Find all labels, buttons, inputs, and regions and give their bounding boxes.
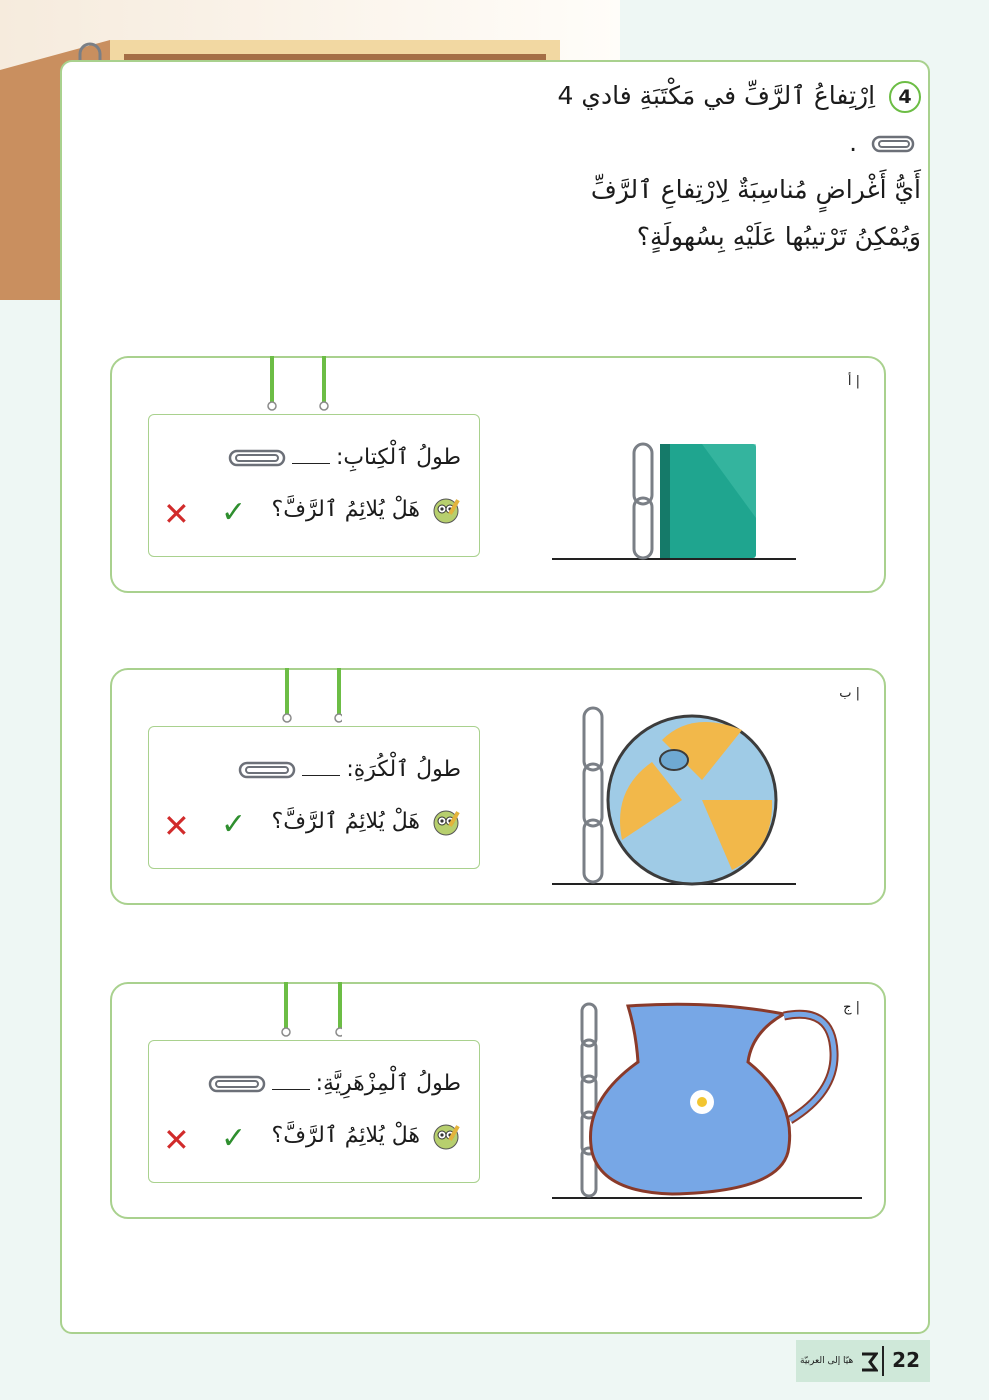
question-line-3: وَيُمْكِنُ تَرْتيبُها عَلَيْهِ بِسُهولَةٍ؟ [636,222,921,251]
book-measurement [552,378,872,578]
brand-text: هيّا إلى العربيّة [800,1356,854,1366]
item-tag: أ | [847,374,860,389]
length-blank[interactable] [272,1089,310,1090]
length-label: طولُ ٱلْمِزْهَرِيَّةِ: [315,1071,461,1096]
answer-panel [148,726,480,869]
fit-question-row [272,807,461,837]
hanger-strings [262,668,342,726]
page-footer [796,1340,930,1382]
item-card-b [110,668,886,905]
paperclip-icon [238,760,296,780]
ball-measurement [552,690,872,890]
question-text-1: اِرْتِفاعُ ٱلرَّفِّ في مَكْتَبَةِ فادي [581,81,876,110]
length-label: طولُ ٱلْكُرَةِ: [346,757,461,782]
length-row [228,445,461,470]
length-row [208,1071,461,1096]
footer-divider [882,1346,884,1376]
item-card-a [110,356,886,593]
question-block [501,72,921,260]
owl-pencil-icon [431,1121,461,1151]
clip-count: 4 [557,81,574,110]
answer-panel [148,1040,480,1183]
owl-pencil-icon [431,495,461,525]
page-number: 22 [892,1348,920,1372]
answer-panel [148,414,480,557]
question-period: . [849,128,858,157]
fit-question: هَلْ يُلائِمُ ٱلرَّفَّ؟ [271,497,420,522]
length-label: طولُ ٱلْكِتابِ: [335,445,461,470]
item-tag: ج | [843,1000,860,1015]
brand-logo [800,1350,878,1376]
cross-mark-option[interactable]: ✕ [163,495,190,533]
fit-question-row [272,495,461,525]
hanger-strings [262,982,342,1040]
length-row [238,757,461,782]
cross-mark-option[interactable]: ✕ [163,1121,190,1159]
fit-question-row [272,1121,461,1151]
question-number: 4 [889,81,921,113]
fit-question: هَلْ يُلائِمُ ٱلرَّفَّ؟ [271,1123,420,1148]
item-card-c [110,982,886,1219]
item-tag: ب | [839,686,860,701]
check-mark-option[interactable]: ✓ [221,807,247,842]
question-line-2: أَيُّ أَغْراضٍ مُناسِبَةٌ لِارْتِفاعِ ٱلرَّفِّ [590,175,921,204]
hanger-strings [262,356,342,414]
cross-mark-option[interactable]: ✕ [163,807,190,845]
paperclip-icon [871,135,915,153]
check-mark-option[interactable]: ✓ [221,1121,247,1156]
length-blank[interactable] [292,463,330,464]
fit-question: هَلْ يُلائِمُ ٱلرَّفَّ؟ [271,809,420,834]
owl-pencil-icon [431,807,461,837]
check-mark-option[interactable]: ✓ [221,495,247,530]
paperclip-icon [228,448,286,468]
paperclip-icon [208,1074,266,1094]
question-line-1 [501,72,921,166]
length-blank[interactable] [302,775,340,776]
vase-measurement [552,1002,872,1272]
